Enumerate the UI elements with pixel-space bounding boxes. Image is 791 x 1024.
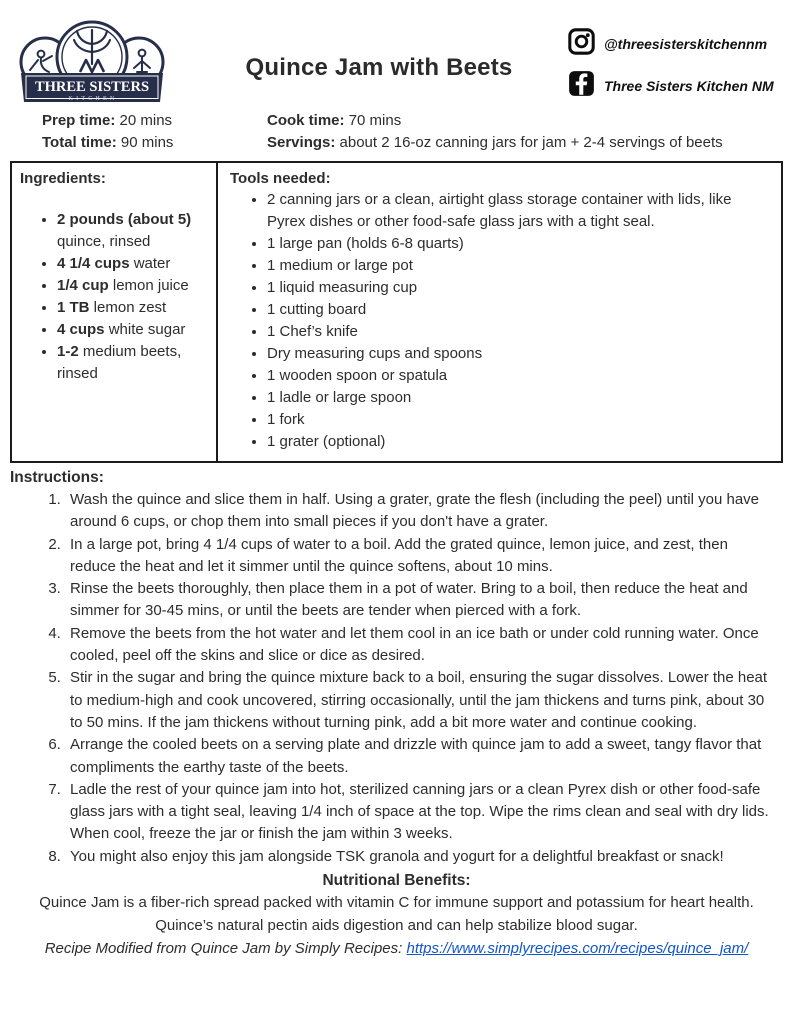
logo-text-line2: KITCHEN xyxy=(68,96,118,102)
cook-time: Cook time: 70 mins xyxy=(267,112,402,129)
logo-graphic xyxy=(16,20,168,104)
ingredients-column xyxy=(12,163,218,461)
instagram-handle: @threesisterskitchennm xyxy=(604,35,768,52)
tool-item: • 1 ladle or large spoon xyxy=(267,387,771,409)
header xyxy=(10,20,783,106)
ingredients-tools-box xyxy=(10,161,783,463)
tool-item: • 1 cutting board xyxy=(267,299,771,321)
ingredient-item: • 4 cups white sugar xyxy=(57,319,212,341)
instructions-heading: Instructions: xyxy=(10,469,104,486)
nutrition-section xyxy=(10,870,783,937)
instruction-step: 5. Stir in the sugar and bring the quince mixture back to a boil, ensuring the sugar dissolves. Lower the heat to medium-high and cook uncovered, stirring occasionally, until the jam thickens and turns pink, about 30 to 50 mins. If the jam thickens without turning pink, add a bit more water and continue cooking. xyxy=(65,667,783,734)
instruction-step: 2. In a large pot, bring 4 1/4 cups of water to a boil. Add the grated quince, lemon juice, and zest, then reduce the heat and let it simmer until the quince softens, about 10 mins. xyxy=(65,534,783,579)
tools-list xyxy=(230,189,771,453)
ingredients-heading: Ingredients: xyxy=(20,170,106,187)
tool-item: • 2 canning jars or a clean, airtight glass storage container with lids, like Pyrex dishes or other food-safe glass jars with a tight seal. xyxy=(267,189,771,233)
nutrition-line: Quince’s natural pectin aids digestion and can help stabilize blood sugar. xyxy=(155,916,638,934)
tool-item: • 1 wooden spoon or spatula xyxy=(267,365,771,387)
tool-item: • 1 grater (optional) xyxy=(267,431,771,453)
facebook-handle: Three Sisters Kitchen NM xyxy=(604,77,774,94)
tool-item: • 1 large pan (holds 6-8 quarts) xyxy=(267,233,771,255)
logo-text-line1: THREE SISTERS xyxy=(34,79,150,95)
tool-item: • 1 fork xyxy=(267,409,771,431)
tool-item: • 1 medium or large pot xyxy=(267,255,771,277)
instagram-row xyxy=(568,28,783,59)
instruction-step: 4. Remove the beets from the hot water and let them cool in an ice bath or under cold running water. Once cooled, peel off the skins and slice or dice as desired. xyxy=(65,623,783,668)
ingredient-item: • 1 TB lemon zest xyxy=(57,297,212,319)
instruction-step: 8. You might also enjoy this jam alongside TSK granola and yogurt for a delightful breakfast or snack! xyxy=(65,846,783,868)
instruction-step: 1. Wash the quince and slice them in half. Using a grater, grate the flesh (including the peel) until you have around 6 cups, or chop them into small pieces if you don't have a grater. xyxy=(65,489,783,534)
recipe-meta xyxy=(42,110,783,154)
ingredients-list xyxy=(20,209,212,385)
ingredient-item: • 2 pounds (about 5) quince, rinsed xyxy=(57,209,212,253)
three-sisters-kitchen-logo xyxy=(10,20,190,108)
attribution-line xyxy=(10,937,783,961)
nutrition-line: Quince Jam is a fiber-rich spread packed with vitamin C for immune support and potassium for heart health. xyxy=(39,894,754,912)
instruction-step: 7. Ladle the rest of your quince jam into hot, sterilized canning jars or a clean Pyrex dish or other food-safe glass jars with a tight seal, leaving 1/4 inch of space at the top. Wipe the rims clean and seal with dry lids. When cool, freeze the jar or finish the jam within 3 weeks. xyxy=(65,779,783,846)
tool-item: • 1 liquid measuring cup xyxy=(267,277,771,299)
ingredient-item: • 1-2 medium beets, rinsed xyxy=(57,341,212,385)
instructions-list xyxy=(10,489,783,868)
tools-column xyxy=(218,163,781,461)
instagram-icon xyxy=(568,28,595,59)
tool-item: • 1 Chef’s knife xyxy=(267,321,771,343)
nutrition-heading: Nutritional Benefits: xyxy=(322,872,471,890)
instructions-section xyxy=(10,469,783,868)
tools-heading: Tools needed: xyxy=(230,170,331,187)
ingredient-item: • 1/4 cup lemon juice xyxy=(57,275,212,297)
facebook-row xyxy=(568,70,783,101)
attribution-text: Recipe Modified from Quince Jam by Simply Recipes: xyxy=(44,940,407,958)
tool-item: • Dry measuring cups and spoons xyxy=(267,343,771,365)
servings: Servings: about 2 16-oz canning jars for jam + 2-4 servings of beets xyxy=(267,134,723,151)
ingredient-item: • 4 1/4 cups water xyxy=(57,253,212,275)
facebook-icon xyxy=(568,70,595,101)
prep-time: Prep time: 20 mins xyxy=(42,112,173,129)
source-recipe-link[interactable]: https://www.simplyrecipes.com/recipes/quince_jam/ xyxy=(406,940,749,958)
instruction-step: 3. Rinse the beets thoroughly, then place them in a pot of water. Bring to a boil, then reduce the heat and simmer for 30-45 mins, or until the beets are tender when pierced with a fork. xyxy=(65,578,783,623)
total-time: Total time: 90 mins xyxy=(42,134,174,151)
page-title: Quince Jam with Beets xyxy=(245,54,513,81)
social-links xyxy=(568,20,783,101)
instruction-step: 6. Arrange the cooled beets on a serving plate and drizzle with quince jam to add a sweet, tangy flavor that compliments the earthy taste of the beets. xyxy=(65,734,783,779)
